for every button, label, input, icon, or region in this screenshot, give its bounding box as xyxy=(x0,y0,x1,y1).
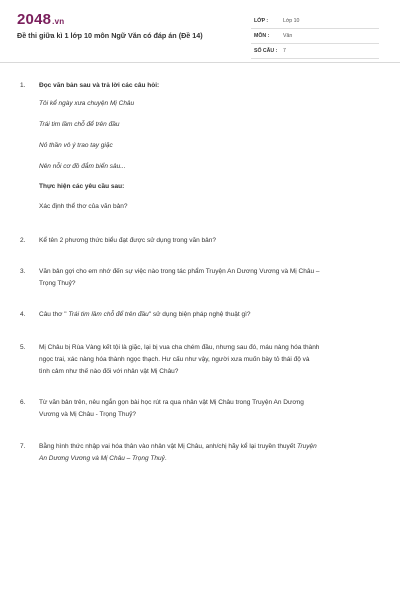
question-number: 7. xyxy=(20,443,26,450)
question-text-line: tình cảm như thế nào đối với nhân vật Mị Châu? xyxy=(39,368,179,375)
story-title-part: Truyện xyxy=(297,443,317,450)
question-text-line xyxy=(39,441,382,453)
question-number: 3. xyxy=(20,268,26,275)
question-text-line: Từ văn bản trên, nêu ngắn gọn bài học rút ra qua nhân vật Mị Châu trong Truyện An Dương xyxy=(39,399,304,406)
quoted-verse: Trái tim lầm chỗ để trên đầu xyxy=(66,311,149,318)
question-text-part: Bằng hình thức nhập vai hóa thân vào nhân vật Mị Châu, anh/chị hãy kể lại truyền thuyết xyxy=(39,443,298,450)
question-text-line xyxy=(39,453,382,465)
poem-line: Nên nỗi cơ đồ đắm biển sâu... xyxy=(39,163,126,170)
poem-line: Trái tim lầm chỗ để trên đầu xyxy=(39,121,120,128)
logo-tld: .vn xyxy=(52,17,65,26)
question-number: 5. xyxy=(20,344,26,351)
question-number: 2. xyxy=(20,237,26,244)
quote-open: Câu thơ " xyxy=(39,311,67,318)
page-header xyxy=(0,0,400,63)
question-text-line: Mị Châu bị Rùa Vàng kết tội là giặc, lại bị vua cha chém đầu, nhưng sau đó, máu nàng hóa thành xyxy=(39,344,320,351)
quote-close: " sử dụng biện pháp nghệ thuật gì? xyxy=(148,311,251,318)
meta-key: MÔN : xyxy=(254,33,270,39)
question-number: 1. xyxy=(20,82,26,89)
meta-value: Lớp 10 xyxy=(283,18,300,24)
meta-row-class xyxy=(251,14,379,29)
question-number: 4. xyxy=(20,311,26,318)
question-text-line: Vương và Mị Châu - Trọng Thuỷ? xyxy=(39,411,137,418)
question-text-line: Văn bản gợi cho em nhớ đến sự việc nào trong tác phẩm Truyện An Dương Vương và Mị Châu – xyxy=(39,268,320,275)
site-logo[interactable] xyxy=(17,11,64,28)
poem-line: Tôi kể ngày xưa chuyện Mị Châu xyxy=(39,100,135,107)
story-title-part: An Dương Vương và Mị Châu – Trọng Thuỷ xyxy=(39,455,165,462)
page-title: Đề thi giữa kì 1 lớp 10 môn Ngữ Văn có đáp án (Đề 14) xyxy=(17,31,203,40)
meta-value: 7 xyxy=(283,48,286,54)
question-text: Xác định thể thơ của văn bản? xyxy=(39,203,128,210)
question-text-line: ngọc trai, xác nàng hóa thành ngọc thạch. Hư cấu như vậy, người xưa muốn bày tỏ thái độ và xyxy=(39,356,310,363)
meta-key: LỚP : xyxy=(254,18,269,24)
question-text: Kể tên 2 phương thức biểu đạt được sử dụng trong văn bản? xyxy=(39,237,216,244)
question-number: 6. xyxy=(20,399,26,406)
task-label: Thực hiện các yêu cầu sau: xyxy=(39,183,125,190)
question-text-line: Trọng Thuỷ? xyxy=(39,280,76,287)
question-text xyxy=(39,309,382,321)
question-instruction: Đọc văn bản sau và trả lời các câu hỏi: xyxy=(39,82,160,89)
meta-row-count xyxy=(251,44,379,59)
meta-value: Văn xyxy=(283,33,293,39)
logo-text: 2048 xyxy=(17,11,52,28)
meta-key: SỐ CÂU : xyxy=(254,48,278,54)
poem-line: Nỏ thần vô ý trao tay giặc xyxy=(39,142,113,149)
question-text-part: . xyxy=(164,455,167,462)
exam-meta-table xyxy=(251,14,379,59)
meta-row-subject xyxy=(251,29,379,44)
